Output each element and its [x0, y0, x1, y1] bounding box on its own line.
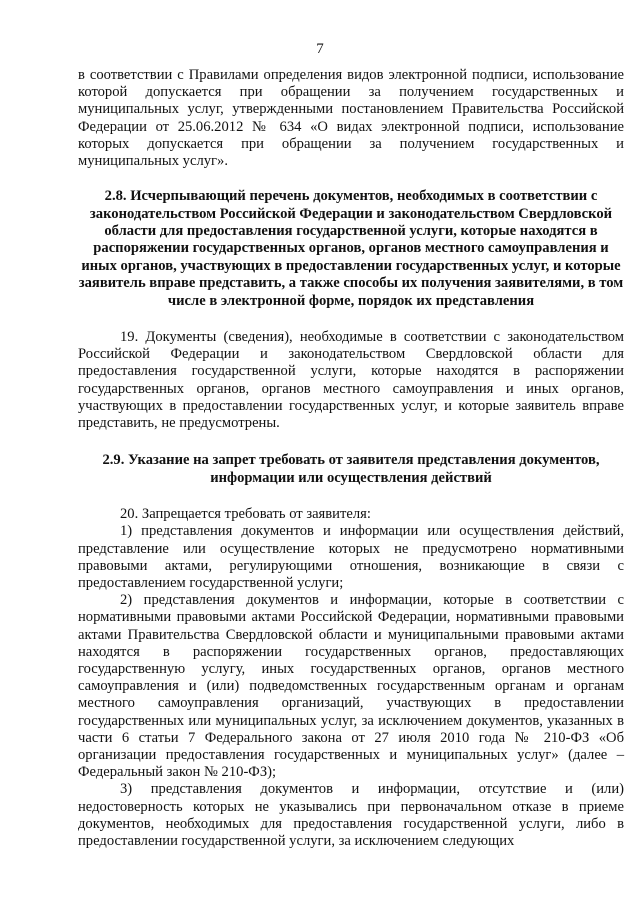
section-2-8-heading: 2.8. Исчерпывающий перечень документов, необходимых в соответствии с законодательством Российской Федерации и законодательством Свердловской области для предоставления государственной услуги, которые находятся в распоряжении государственных органов, органов местного самоуправления и иных органов, участвующих в предоставлении государственных услуг, и которые заявитель вправе представить, а также способы их получения заявителями, в том числе в электронной форме, порядок их представления — [78, 188, 624, 309]
section-2-9-heading: 2.9. Указание на запрет требовать от заявителя представления документов, информации или осуществления действий — [102, 452, 600, 486]
list-item-2: 2) представления документов и информации, которые в соответствии с нормативными правовыми актами Российской Федерации, нормативными правовыми актами Правительства Свердловской области и муниципальными правовыми актами находятся в распоряжении государственных органов, предоставляющих государственную услугу, иных государственных органов, органов местного самоуправления и (или) подведомственных государственным органам и органам местного самоуправления организаций, участвующих в предоставлении государственных или муниципальных услуг, за исключением документов, указанных в части 6 статьи 7 Федерального закона от 27 июля 2010 года № 210-ФЗ «Об организации предоставления государственных и муниципальных услуг» (далее – Федеральный закон № 210-ФЗ); — [78, 592, 624, 781]
paragraph-19: 19. Документы (сведения), необходимые в соответствии с законодательством Российской Федерации и законодательством Свердловской области для предоставления государственной услуги, которые находятся в распоряжении государственных органов, органов местного самоуправления и иных органов, участвующих в предоставлении государственных услуг, и которые заявитель вправе представить, не предусмотрены. — [78, 329, 624, 432]
page-content — [78, 67, 624, 850]
intro-paragraph: в соответствии с Правилами определения видов электронной подписи, использование которой допускается при обращении за получением государственных и муниципальных услуг, утвержденными постановлением Правительства Российской Федерации от 25.06.2012 № 634 «О видах электронной подписи, использование которых допускается при обращении за получением государственных и муниципальных услуг». — [78, 67, 624, 170]
page-number: 7 — [316, 41, 324, 57]
list-item-1: 1) представления документов и информации или осуществления действий, представление или осуществление которых не предусмотрено нормативными правовыми актами, регулирующими отношения, возникающие в связи с предоставлением государственной услуги; — [78, 523, 624, 591]
list-item-3: 3) представления документов и информации, отсутствие и (или) недостоверность которых не указывались при первоначальном отказе в приеме документов, необходимых для предоставления государственной услуги, либо в предоставлении государственной услуги, за исключением следующих — [78, 781, 624, 849]
paragraph-20: 20. Запрещается требовать от заявителя: — [120, 506, 371, 523]
